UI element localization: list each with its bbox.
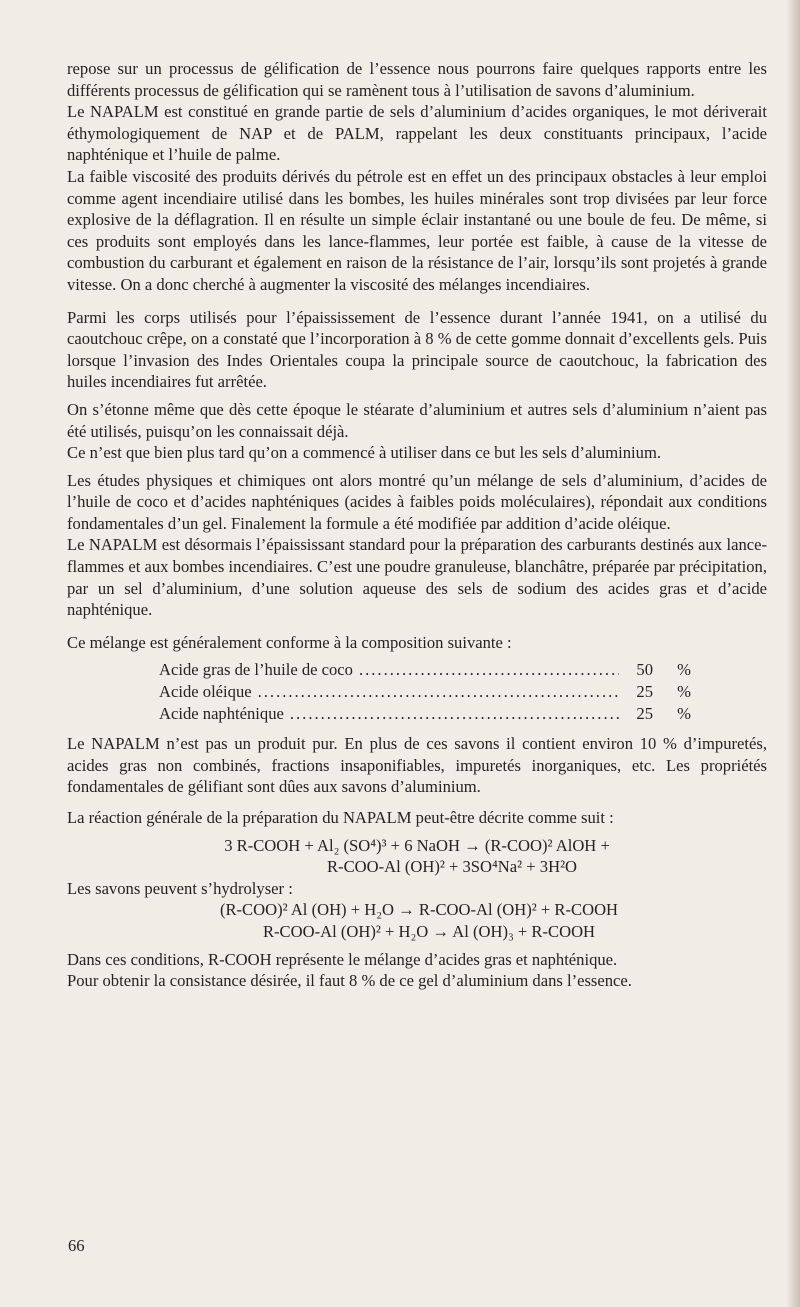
paragraph: Le NAPALM est constitué en grande partie de sels d’aluminium d’acides organiques, le mot dériverait éthymologiquement de NAP et de PALM, rappelant les deux constituants principaux, l’acide naphténique et l’huile de palme. (67, 102, 767, 165)
component-unit: % (677, 703, 691, 723)
reaction-intro: La réaction générale de la préparation du NAPALM peut-être décrite comme suit : (67, 808, 614, 827)
composition-table (159, 659, 691, 724)
paragraph: On s’étonne même que dès cette époque le stéarate d’aluminium et autres sels d’aluminium n’aient pas été utilisés, puisqu’on les connaissait déjà. (67, 399, 767, 441)
equation-line: 3 R-COOH + Al₂ (SO⁴)³ + 6 NaOH → (R-COO)² AlOH + (224, 835, 610, 855)
composition-row (159, 659, 691, 681)
paragraph: Parmi les corps utilisés pour l’épaississement de l’essence durant l’année 1941, on a utilisé du caoutchouc crêpe, on a constaté que l’incorporation à 8 % de cette gomme donnait d’excellents gels. Puis lorsque l’invasion des Indes Orientales coupa la principale source de caoutchouc, la fabrication des huiles incendiaires fut arrêtée. (67, 307, 767, 392)
component-value: 25 (636, 703, 653, 723)
equation-line: (R-COO)² Al (OH) + H₂O → R-COO-Al (OH)² + R-COOH (219, 900, 619, 920)
paragraph: Dans ces conditions, R-COOH représente le mélange d’acides gras et naphténique. (67, 949, 618, 969)
paragraph: Le NAPALM n’est pas un produit pur. En plus de ces savons il contient environ 10 % d’impuretés, acides gras non combinés, fractions insaponifiables, impuretés inorganiques, etc. Les propriétés fondamentales de gélifiant sont dûes aux savons d’aluminium. (67, 734, 767, 797)
paragraph: La faible viscosité des produits dérivés du pétrole est en effet un des principaux obstacles à leur emploi comme agent incendiaire utilisé dans les bombes, les huiles minérales sont trop divisées par leur force explosive de la déflagration. Il en résulte un simple éclair instantané ou une boule de feu. De même, si ces produits sont employés dans les lance-flammes, leur portée est faible, à cause de la vitesse de combustion du carburant et également en raison de la résistance de l’air, lorsqu’ils sont projetés à grande vitesse. On a donc cherché à augmenter la viscosité des mélanges incendiaires. (67, 166, 767, 294)
component-name: Acide naphténique (159, 703, 284, 723)
dot-leader (258, 681, 619, 703)
hydrolysis-intro: Les savons peuvent s’hydrolyser : (67, 878, 293, 898)
page-body (67, 58, 767, 992)
component-name: Acide gras de l’huile de coco (159, 660, 353, 680)
component-value: 25 (636, 682, 653, 702)
paragraph: Pour obtenir la consistance désirée, il faut 8 % de ce gel d’aluminium dans l’essence. (67, 971, 632, 991)
equation-line: R-COO-Al (OH)² + 3SO⁴Na² + 3H²O (326, 857, 578, 877)
dot-leader (290, 703, 619, 725)
paragraph: Les études physiques et chimiques ont alors montré qu’un mélange de sels d’aluminium, d’acides de l’huile de coco et d’acides naphténiques (acides à faibles poids moléculaires), répondait aux conditions fondamentales d’un gel. Finalement la formule a été modifiée par addition d’acide oléique. (67, 470, 767, 533)
page-number: 66 (68, 1236, 85, 1255)
composition-row (159, 681, 691, 703)
page-edge (786, 0, 800, 1307)
equation-line: R-COO-Al (OH)² + H₂O → Al (OH)₃ + R-COOH (262, 921, 596, 941)
dot-leader (359, 659, 619, 681)
component-value: 50 (636, 660, 653, 680)
paragraph: repose sur un processus de gélification de l’essence nous pourrons faire quelques rapports entre les différents processus de gélification qui se ramènent tous à l’utilisation de savons d’aluminium. (67, 59, 767, 100)
component-unit: % (677, 660, 691, 680)
composition-intro: Ce mélange est généralement conforme à la composition suivante : (67, 632, 512, 652)
composition-row (159, 703, 691, 725)
component-unit: % (677, 682, 691, 702)
paragraph: Le NAPALM est désormais l’épaississant standard pour la préparation des carburants destinés aux lance-flammes et aux bombes incendiaires. C’est une poudre granuleuse, blanchâtre, préparée par précipitation, par un sel d’aluminium, d’une solution aqueuse des sels de sodium des acides gras et d’acide naphténique. (67, 535, 767, 620)
paragraph: Ce n’est que bien plus tard qu’on a commencé à utiliser dans ce but les sels d’aluminium. (67, 443, 661, 463)
component-name: Acide oléique (159, 682, 252, 702)
